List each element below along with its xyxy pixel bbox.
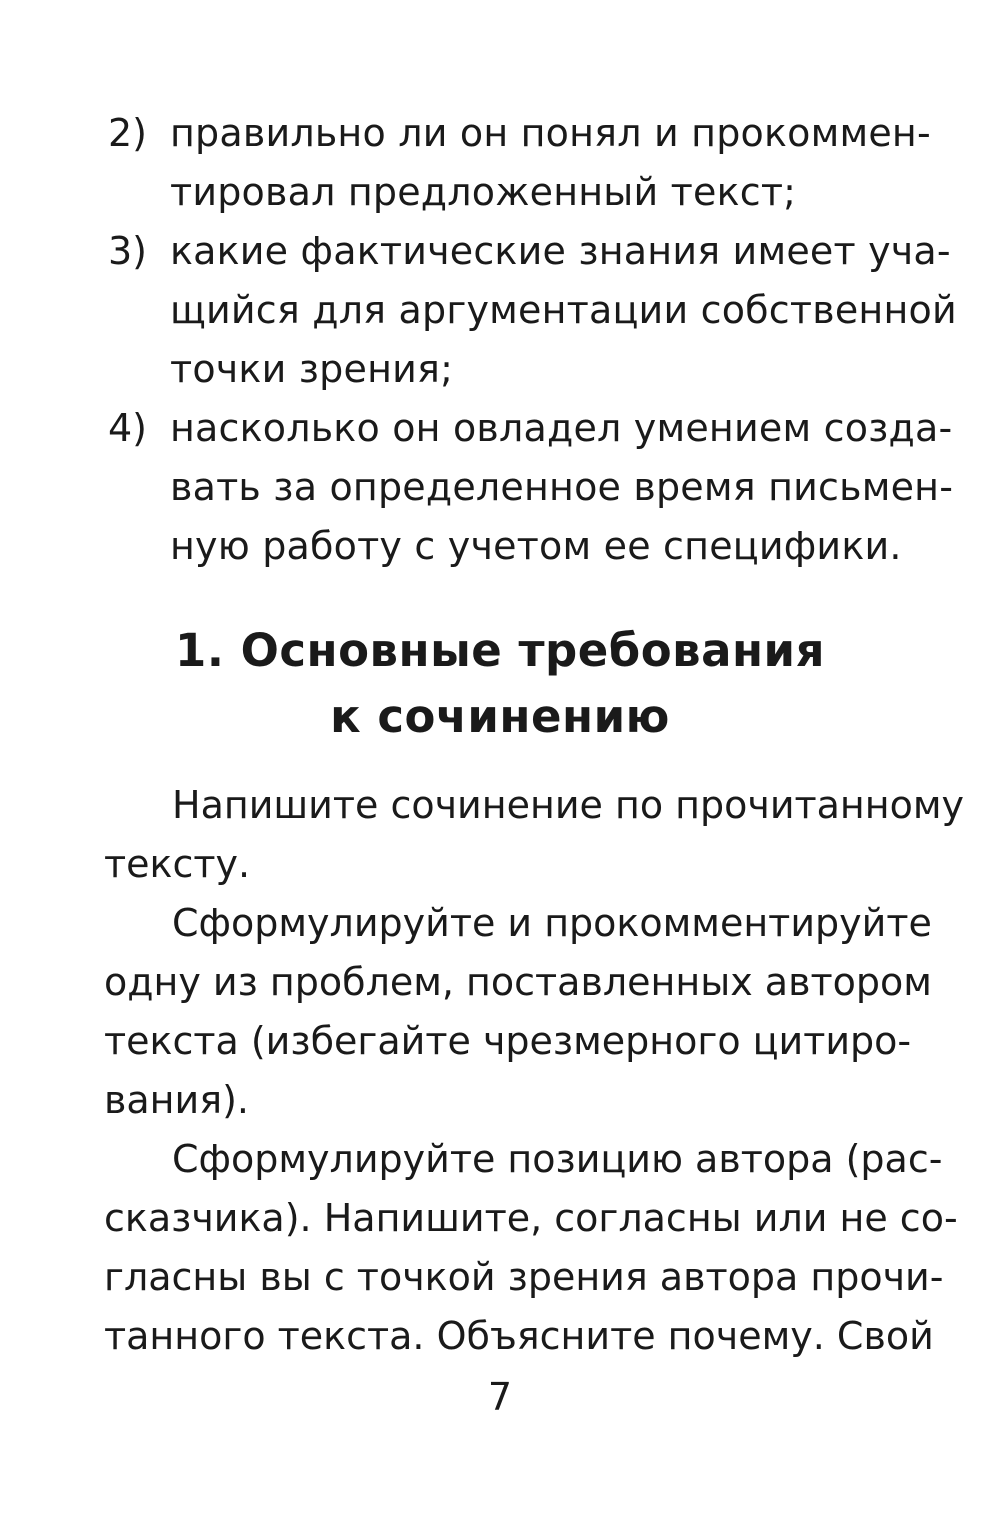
list-item-number: 4) [108, 406, 148, 450]
text-line: щийся для аргументации собственной [170, 288, 957, 332]
text-line: правильно ли он понял и прокоммен- [170, 111, 931, 155]
paragraph [104, 1130, 958, 1366]
list-item-text [170, 104, 931, 222]
text-line: сказчика). Напишите, согласны или не со- [104, 1196, 958, 1240]
body-text [104, 776, 965, 1366]
paragraph [104, 894, 932, 1130]
page-number: 7 [487, 1375, 513, 1419]
text-line: танного текста. Объясните почему. Свой [104, 1314, 934, 1358]
heading-line: 1. Основные требования [175, 624, 825, 677]
text-line: Сформулируйте и прокомментируйте [172, 901, 932, 945]
text-line: точки зрения; [170, 347, 454, 391]
text-line: одну из проблем, поставленных автором [104, 960, 932, 1004]
paragraph [104, 776, 965, 894]
list-item-number: 2) [108, 111, 148, 155]
text-line: какие фактические знания имеет уча- [170, 229, 951, 273]
list-item-text [170, 399, 953, 576]
text-line: тексту. [104, 842, 251, 886]
text-line: тировал предложенный текст; [170, 170, 797, 214]
numbered-list [108, 104, 957, 576]
text-line: вать за определенное время письмен- [170, 465, 954, 509]
text-line: ную работу с учетом ее специфики. [170, 524, 902, 568]
list-item-text [170, 222, 957, 399]
list-item [108, 222, 957, 399]
text-line: гласны вы с точкой зрения автора прочи- [104, 1255, 944, 1299]
text-line: текста (избегайте чрезмерного цитиро- [104, 1019, 912, 1063]
text-line: Сформулируйте позицию автора (рас- [172, 1137, 943, 1181]
section-heading [0, 618, 1000, 750]
text-line: Напишите сочинение по прочитанному [172, 783, 965, 827]
heading-line: к сочинению [330, 690, 670, 743]
list-item [108, 399, 954, 576]
list-item [108, 104, 931, 222]
list-item-number: 3) [108, 229, 148, 273]
text-line: насколько он овладел умением созда- [170, 406, 953, 450]
text-line: вания). [104, 1078, 249, 1122]
